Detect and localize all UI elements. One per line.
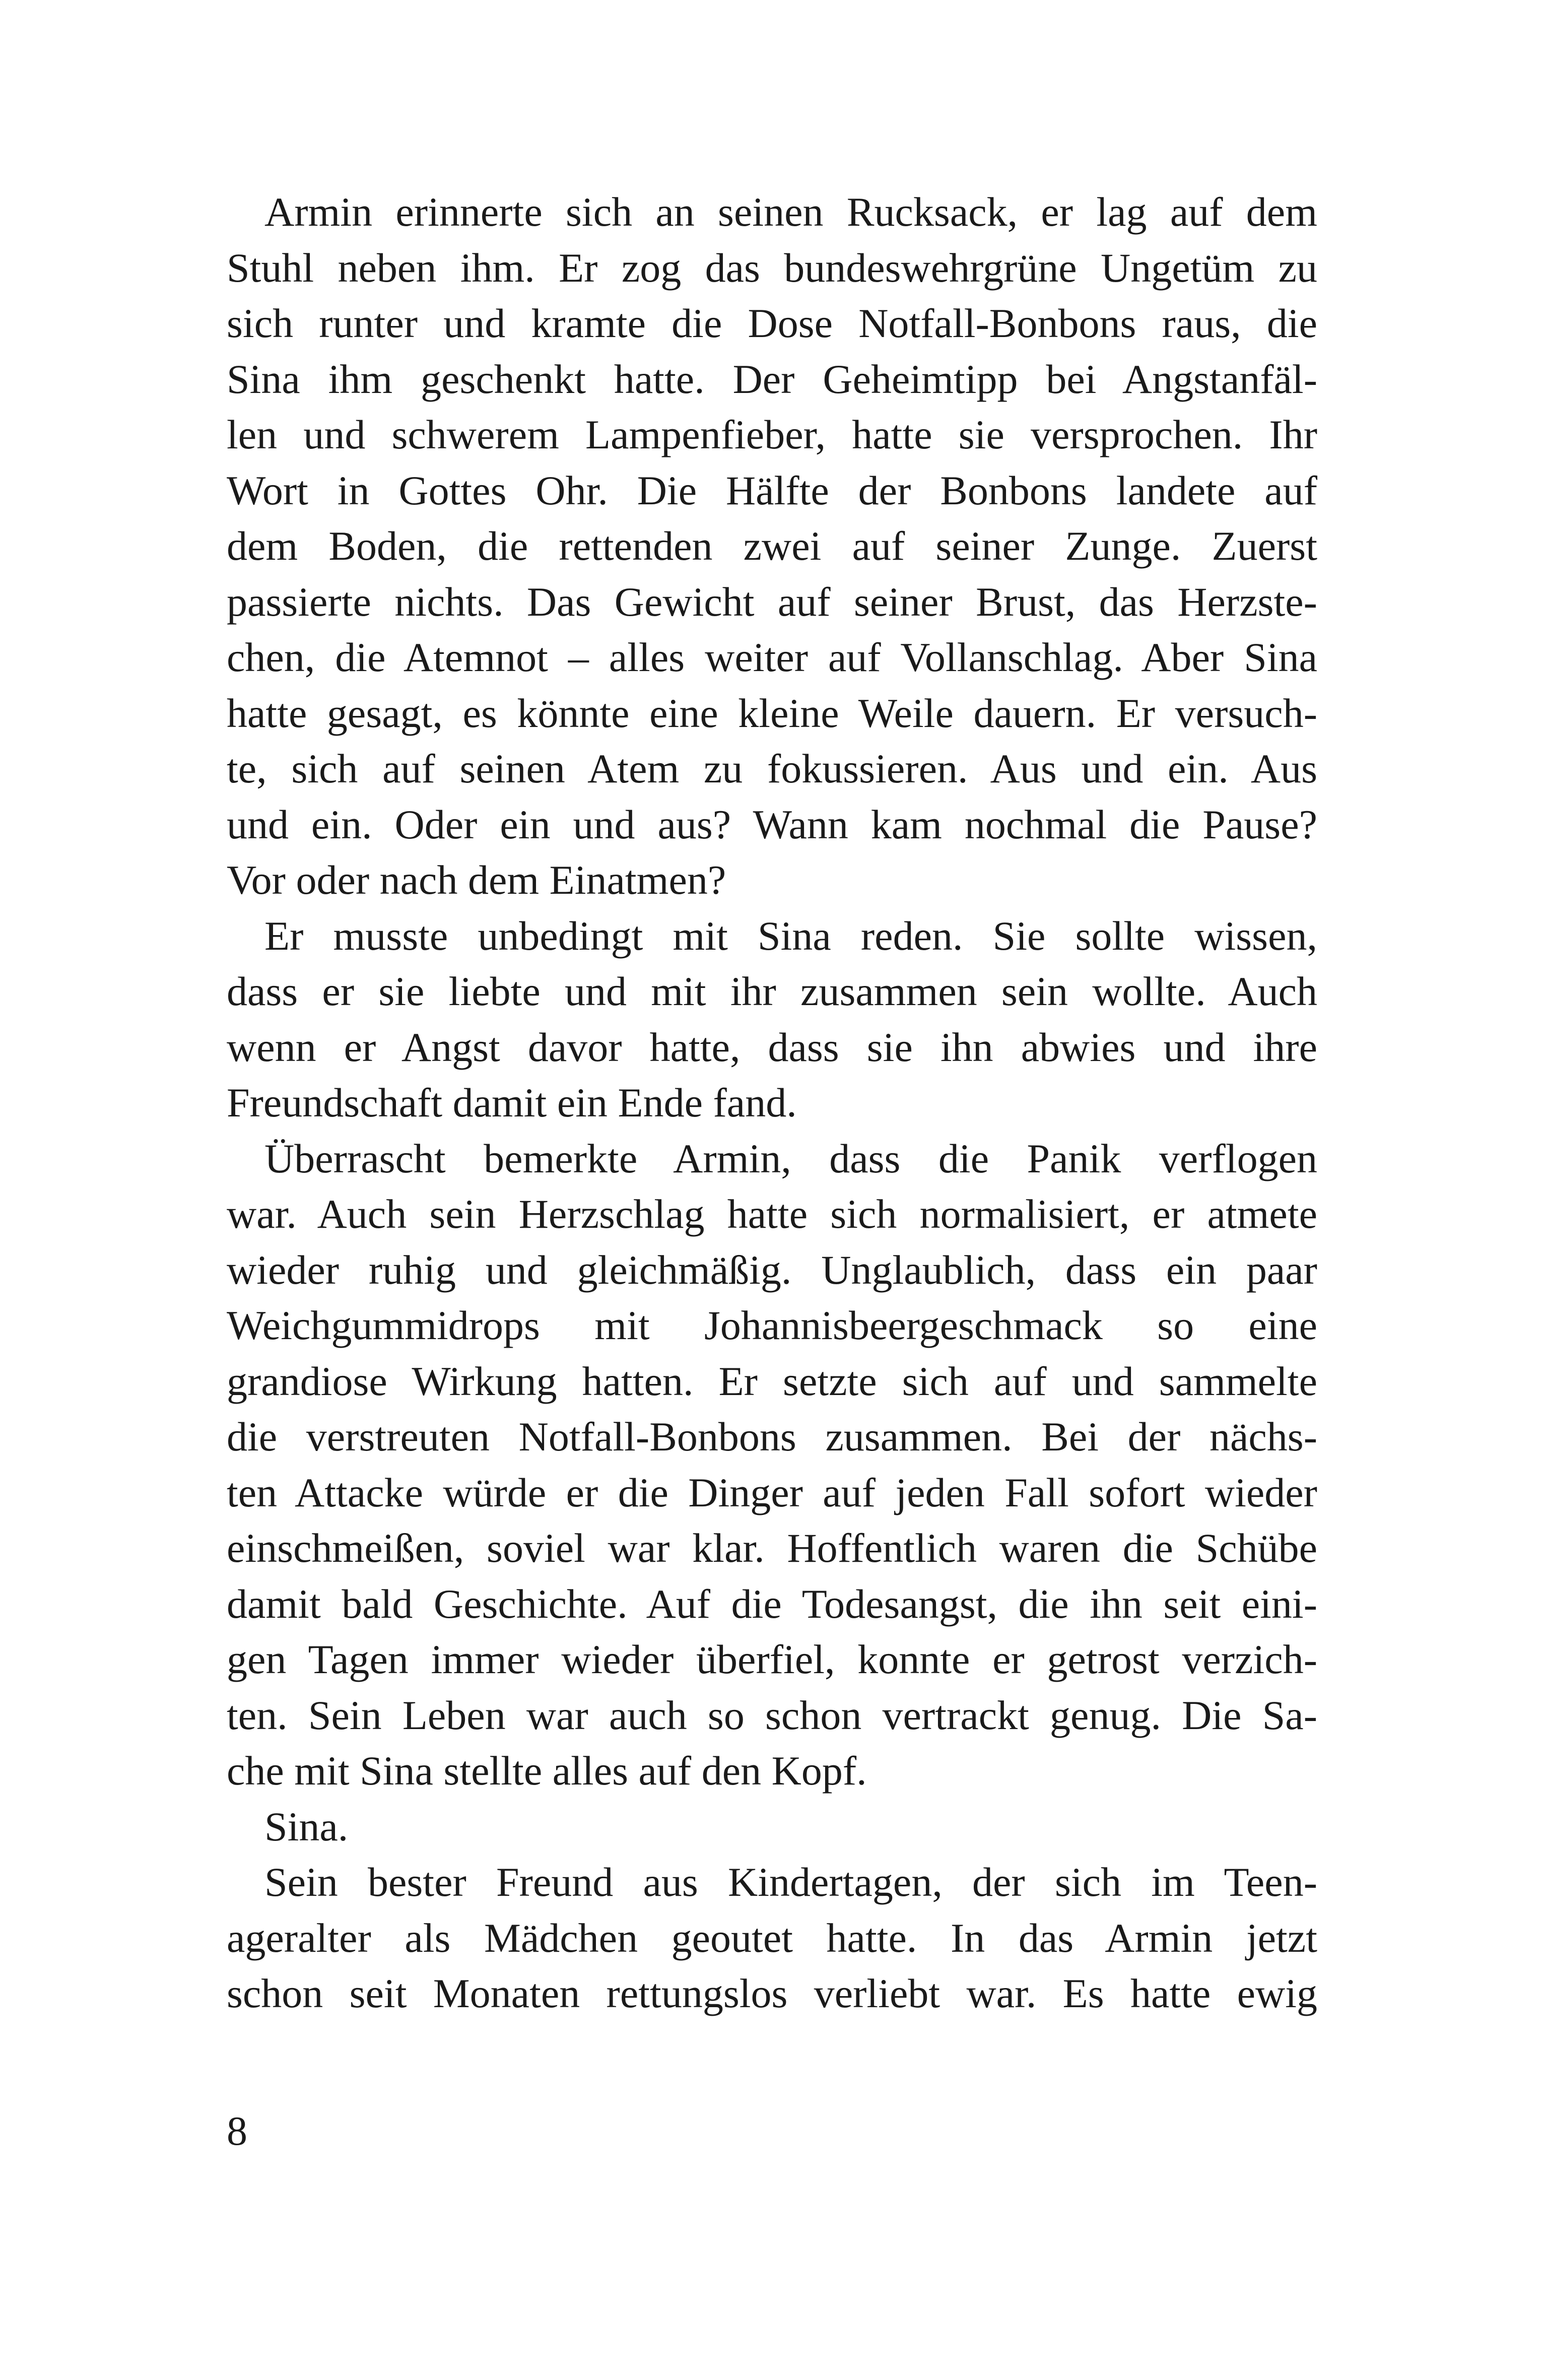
paragraph bbox=[227, 1799, 1317, 1855]
text-line: ten. Sein Leben war auch so schon vertrackt genug. Die Sa- bbox=[227, 1692, 1317, 1738]
text-line: Sein bester Freund aus Kindertagen, der sich im Teen- bbox=[264, 1859, 1317, 1905]
text-line: Vor oder nach dem Einatmen? bbox=[227, 857, 726, 903]
paragraph bbox=[227, 184, 1317, 908]
text-line: damit bald Geschichte. Auf die Todesangst, die ihn seit eini- bbox=[227, 1580, 1317, 1627]
paragraph bbox=[227, 1855, 1317, 2022]
paragraph bbox=[227, 1131, 1317, 1799]
text-line: wieder ruhig und gleichmäßig. Unglaublich, dass ein paar bbox=[227, 1246, 1317, 1293]
text-line: und ein. Oder ein und aus? Wann kam nochmal die Pause? bbox=[227, 801, 1317, 847]
text-line: dass er sie liebte und mit ihr zusammen sein wollte. Auch bbox=[227, 968, 1317, 1014]
text-line: te, sich auf seinen Atem zu fokussieren. Aus und ein. Aus bbox=[227, 746, 1317, 791]
text-line: hatte gesagt, es könnte eine kleine Weile dauern. Er versuch- bbox=[227, 690, 1317, 736]
text-line: len und schwerem Lampenfieber, hatte sie versprochen. Ihr bbox=[227, 412, 1317, 457]
text-line: che mit Sina stellte alles auf den Kopf. bbox=[227, 1748, 867, 1794]
text-line: dem Boden, die rettenden zwei auf seiner Zunge. Zuerst bbox=[227, 523, 1317, 569]
text-line: gen Tagen immer wieder überfiel, konnte er getrost verzich- bbox=[227, 1636, 1317, 1682]
text-line: Überrascht bemerkte Armin, dass die Panik verflogen bbox=[264, 1135, 1317, 1181]
body-text bbox=[227, 184, 1317, 2022]
text-line: die verstreuten Notfall-Bonbons zusammen. Bei der nächs- bbox=[227, 1414, 1317, 1460]
text-line: Freundschaft damit ein Ende fand. bbox=[227, 1080, 797, 1126]
text-line: Sina. bbox=[264, 1803, 349, 1849]
text-line: einschmeißen, soviel war klar. Hoffentlich waren die Schübe bbox=[227, 1525, 1317, 1571]
text-line: grandiose Wirkung hatten. Er setzte sich auf und sammelte bbox=[227, 1358, 1317, 1404]
text-line: Wort in Gottes Ohr. Die Hälfte der Bonbons landete auf bbox=[227, 467, 1317, 513]
text-line: Armin erinnerte sich an seinen Rucksack, er lag auf dem bbox=[264, 189, 1317, 235]
text-line: wenn er Angst davor hatte, dass sie ihn abwies und ihre bbox=[227, 1024, 1317, 1070]
paragraph bbox=[227, 908, 1317, 1131]
text-line: Er musste unbedingt mit Sina reden. Sie sollte wissen, bbox=[264, 912, 1317, 959]
text-line: war. Auch sein Herzschlag hatte sich normalisiert, er atmete bbox=[227, 1191, 1317, 1237]
page-number: 8 bbox=[227, 2108, 247, 2154]
text-line: sich runter und kramte die Dose Notfall-Bonbons raus, die bbox=[227, 300, 1317, 346]
text-line: Stuhl neben ihm. Er zog das bundeswehrgrüne Ungetüm zu bbox=[227, 244, 1317, 291]
text-line: ten Attacke würde er die Dinger auf jeden Fall sofort wieder bbox=[227, 1469, 1317, 1515]
text-line: Sina ihm geschenkt hatte. Der Geheimtipp bei Angstanfäl- bbox=[227, 356, 1317, 402]
text-line: ageralter als Mädchen geoutet hatte. In das Armin jetzt bbox=[227, 1914, 1317, 1961]
text-line: passierte nichts. Das Gewicht auf seiner Brust, das Herzste- bbox=[227, 578, 1317, 625]
text-line: chen, die Atemnot – alles weiter auf Vollanschlag. Aber Sina bbox=[227, 634, 1317, 680]
text-line: Weichgummidrops mit Johannisbeergeschmack so eine bbox=[227, 1302, 1317, 1348]
text-line: schon seit Monaten rettungslos verliebt war. Es hatte ewig bbox=[227, 1970, 1317, 2016]
